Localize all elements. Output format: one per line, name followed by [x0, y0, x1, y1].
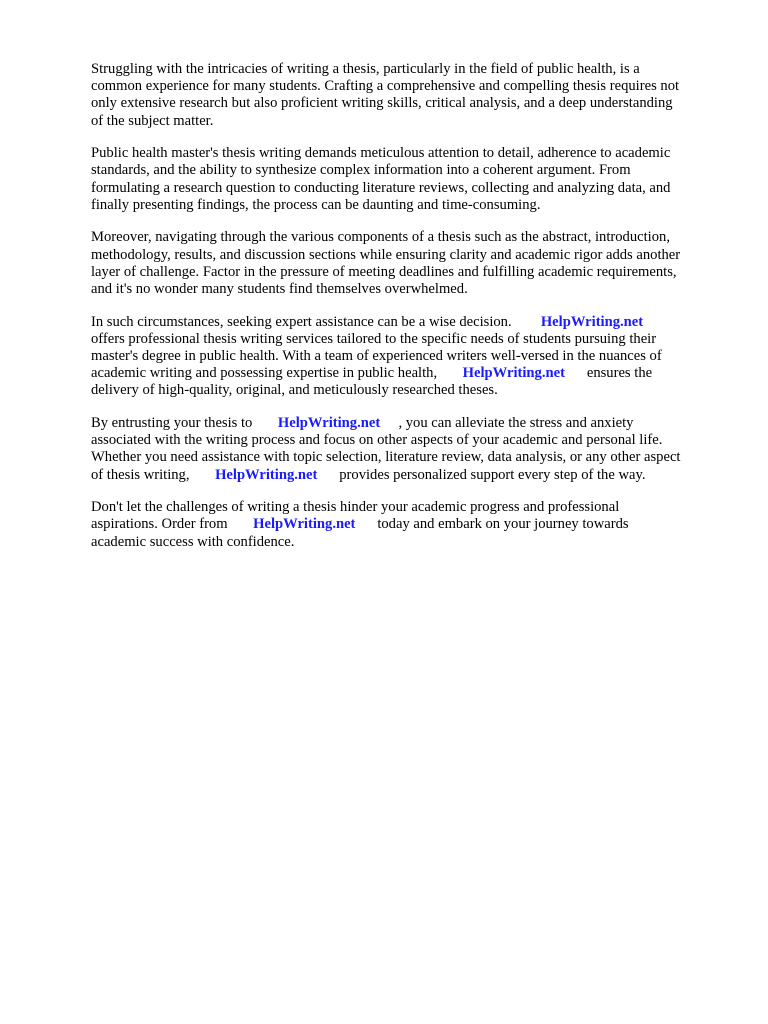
text-segment: aspirations. Order from [91, 516, 228, 533]
paragraph-closing [91, 499, 731, 551]
paragraph-intro [91, 61, 731, 130]
text-line: methodology, results, and discussion sections while ensuring clarity and academic rigor adds another [91, 246, 681, 263]
document-body [91, 61, 731, 566]
text-line: Don't let the challenges of writing a thesis hinder your academic progress and professional [91, 499, 620, 516]
text-line: Struggling with the intricacies of writing a thesis, particularly in the field of public health, is a [91, 61, 640, 77]
text-line [91, 467, 731, 484]
text-segment: In such circumstances, seeking expert assistance can be a wise decision. [91, 313, 512, 330]
text-line: associated with the writing process and focus on other aspects of your academic and personal life. [91, 432, 663, 449]
helpwriting-link[interactable]: HelpWriting.net [462, 365, 565, 382]
text-segment: academic writing and possessing expertise in public health, [91, 365, 438, 382]
text-line: Whether you need assistance with topic selection, literature review, data analysis, or any other aspect [91, 449, 681, 466]
paragraph-assistance [91, 314, 731, 400]
text-line: offers professional thesis writing services tailored to the specific needs of students pursuing their [91, 330, 657, 347]
text-segment: today and embark on your journey towards [377, 516, 629, 533]
text-line [91, 314, 731, 331]
text-line: Moreover, navigating through the various components of a thesis such as the abstract, introduction, [91, 229, 670, 246]
text-line: academic success with confidence. [91, 533, 295, 550]
text-line: standards, and the ability to synthesize complex information into a coherent argument. From [91, 162, 631, 179]
text-line: only extensive research but also proficient writing skills, critical analysis, and a deep understanding [91, 95, 673, 112]
text-line: of the subject matter. [91, 112, 214, 129]
helpwriting-link[interactable]: HelpWriting.net [253, 516, 356, 533]
text-segment: , you can alleviate the stress and anxiety [398, 415, 634, 432]
text-line: finally presenting findings, the process can be daunting and time-consuming. [91, 196, 541, 213]
text-line: layer of challenge. Factor in the pressure of meeting deadlines and fulfilling academic requirements, [91, 263, 677, 280]
paragraph-components [91, 229, 731, 298]
text-line [91, 516, 731, 533]
paragraph-entrust [91, 415, 731, 484]
helpwriting-link[interactable]: HelpWriting.net [215, 466, 318, 483]
text-line: formulating a research question to conducting literature reviews, collecting and analyzing data, and [91, 179, 671, 196]
paragraph-demands [91, 145, 731, 214]
text-line [91, 365, 731, 382]
text-segment: ensures the [586, 365, 653, 382]
text-line: delivery of high-quality, original, and meticulously researched theses. [91, 382, 498, 399]
text-line: and it's no wonder many students find themselves overwhelmed. [91, 281, 468, 298]
text-segment: provides personalized support every step of the way. [339, 466, 646, 483]
text-line: Public health master's thesis writing demands meticulous attention to detail, adherence to academic [91, 145, 671, 162]
helpwriting-link[interactable]: HelpWriting.net [540, 313, 644, 330]
helpwriting-link[interactable]: HelpWriting.net [277, 415, 381, 432]
text-segment: By entrusting your thesis to [91, 415, 253, 432]
text-line: master's degree in public health. With a team of experienced writers well-versed in the nuances of [91, 348, 662, 365]
text-segment: of thesis writing, [91, 466, 190, 483]
text-line [91, 415, 731, 432]
text-line: common experience for many students. Crafting a comprehensive and compelling thesis requires not [91, 78, 680, 95]
